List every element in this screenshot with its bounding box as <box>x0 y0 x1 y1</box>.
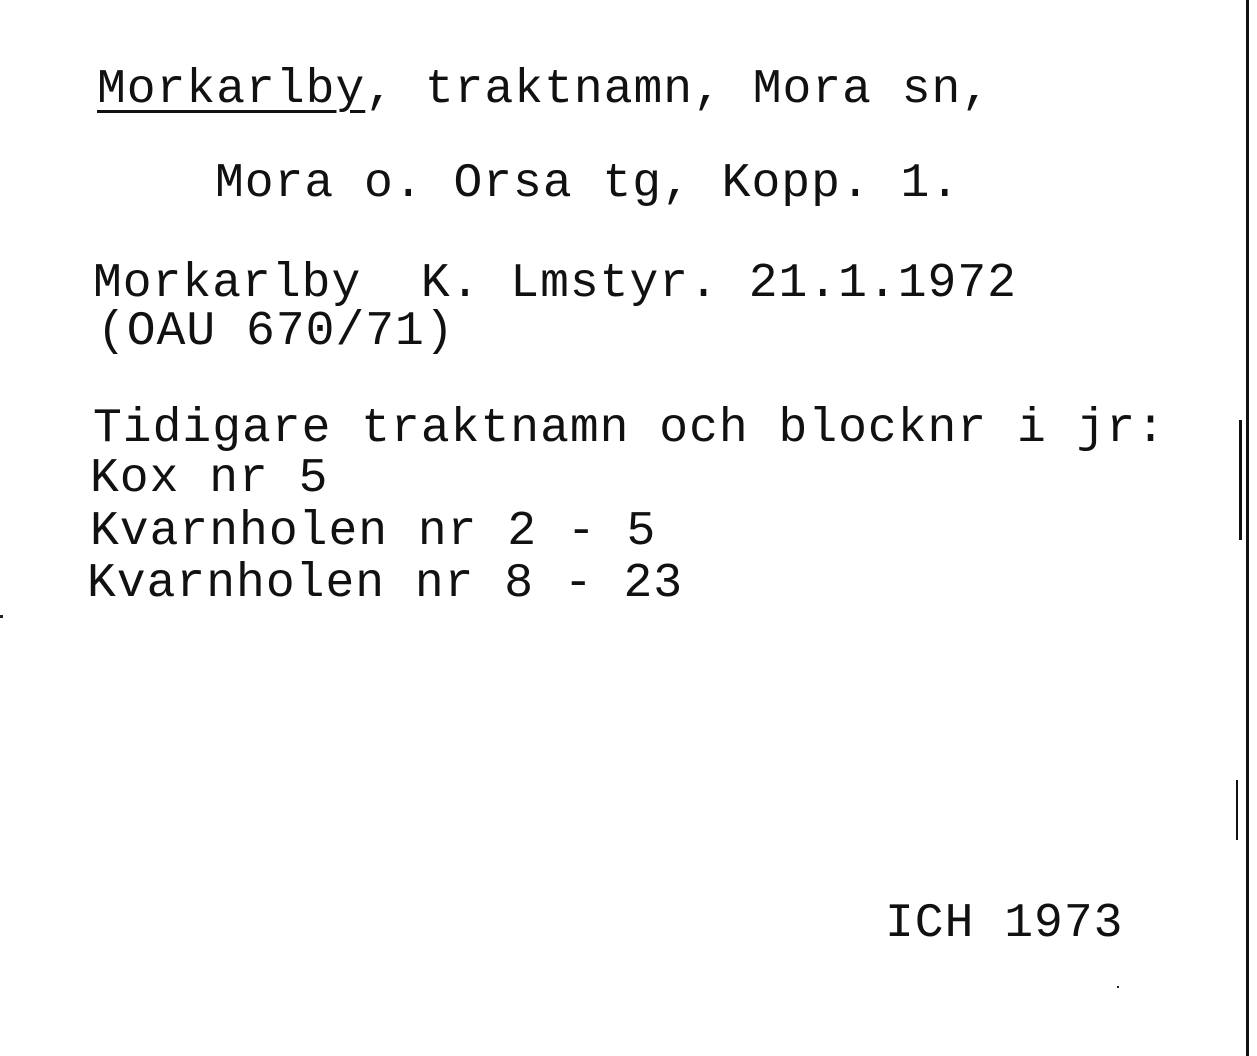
earlier-names-heading: Tidigare traktnamn och blocknr i jr: <box>93 402 1166 456</box>
decision-reference: (OAU 670/71) <box>97 305 455 359</box>
card-edge-mark <box>1236 780 1238 840</box>
scan-speck <box>0 615 3 618</box>
scan-speck <box>1117 986 1119 988</box>
decision-line: Morkarlby K. Lmstyr. 21.1.1972 <box>93 257 1017 311</box>
headword: Morkarlby <box>97 63 366 117</box>
title-line <box>97 63 992 117</box>
card-edge-line <box>1246 0 1249 1056</box>
earlier-name-item: Kox nr 5 <box>90 452 329 506</box>
earlier-name-item: Kvarnholen nr 2 - 5 <box>90 505 657 559</box>
earlier-name-item: Kvarnholen nr 8 - 23 <box>87 557 684 611</box>
card-edge-mark <box>1239 420 1242 540</box>
title-line-rest: , traktnamn, Mora sn, <box>365 63 992 117</box>
parish-line: Mora o. Orsa tg, Kopp. 1. <box>215 157 961 211</box>
signature: ICH 1973 <box>885 897 1124 951</box>
